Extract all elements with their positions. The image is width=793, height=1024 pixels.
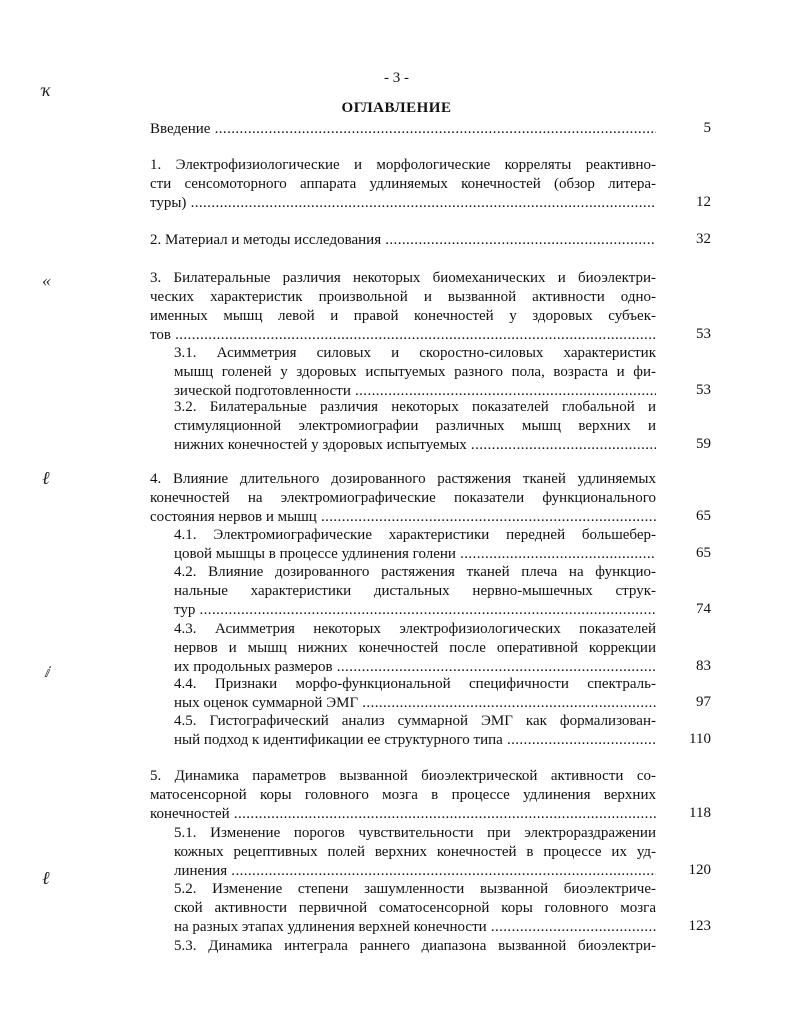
toc-entry-line: матосенсорной коры головного мозга в процессе удлинения верхних [150,787,656,803]
toc-entry [150,269,656,345]
toc-page-number: 59 [696,436,711,452]
toc-entry-line: нервов и мышц нижних конечностей после оперативной коррекции [174,640,656,656]
toc-entry-line: цовой мышцы в процессе удлинения голени ..... [174,545,656,564]
toc-entry [150,470,656,527]
toc-entry-line: нижних конечностей у здоровых испытуемых ..... [174,436,656,455]
toc-entry-line: именных мышц левой и правой конечностей у здоровых субъек- [150,308,656,324]
toc-entry-line: зической подготовленности ..... [174,382,656,401]
toc-entry [174,620,656,677]
toc-entry-line: на разных этапах удлинения верхней конечности ..... [174,918,656,937]
toc-entry [174,398,656,455]
margin-mark: « [42,270,51,290]
toc-entry-line: ный подход к идентификации ее структурного типа ..... [174,731,656,750]
toc-entry-line: 4.5. Гистографический анализ суммарной ЭМГ как формализован- [174,713,656,729]
toc-entry-line: 4.1. Электромиографические характеристики передней большебер- [174,527,656,543]
toc-page-number: 120 [688,862,711,878]
toc-entry-line: 4.2. Влияние дозированного растяжения тканей плеча на функцио- [174,564,656,580]
toc-entry [150,120,656,139]
toc-page-number: 74 [696,601,711,617]
toc-page-number: 83 [696,658,711,674]
toc-entry-line: стимуляционной электромиографии различных мышц верхних и [174,418,656,434]
toc-entry-line: 3. Билатеральные различия некоторых биомеханических и биоэлектри- [150,270,656,286]
toc-page-number: 97 [696,694,711,710]
margin-mark: ℓ [42,868,50,888]
toc-entry-line: 5.2. Изменение степени зашумленности вызванной биоэлектриче- [174,881,656,897]
toc-entry [174,563,656,620]
toc-entry [150,231,656,250]
toc-entry-line: их продольных размеров ..... [174,658,656,677]
toc-page-number: 123 [688,918,711,934]
toc-page-number: 53 [696,326,711,342]
toc-page-number: 53 [696,382,711,398]
toc-entry [174,344,656,401]
toc-entry [150,767,656,824]
toc-entry [174,880,656,937]
toc-entry-line: 5. Динамика параметров вызванной биоэлектрической активности со- [150,768,656,784]
toc-entry-line: линения ..... [174,862,656,881]
toc-entry-line: 5.1. Изменение порогов чувствительности при электрораздражении [174,825,656,841]
toc-entry-line: состояния нервов и мышц ..... [150,508,656,527]
toc-entry-line: сти сенсомоторного аппарата удлиняемых конечностей (обзор литера- [150,176,656,192]
toc-entry-line: 1. Электрофизиологические и морфологические корреляты реактивно- [150,157,656,173]
toc-entry-line: конечностей ..... [150,805,656,824]
toc-entry-line: 4. Влияние длительного дозированного растяжения тканей удлиняемых [150,471,656,487]
toc-entry-line: 4.4. Признаки морфо-функциональной специфичности спектраль- [174,676,656,692]
toc-entry-line: кожных рецептивных полей верхних конечностей в процессе их уд- [174,844,656,860]
margin-mark: ҡ [42,80,52,100]
toc-entry-line: туры) ..... [150,194,656,213]
toc-entry-line: тов ..... [150,326,656,345]
toc-entry [174,675,656,713]
toc-entry [174,937,656,956]
toc-entry-line: 5.3. Динамика интеграла раннего диапазона вызванной биоэлектри- [174,938,656,954]
margin-mark: ⅈ [44,666,49,681]
toc-title: ОГЛАВЛЕНИЕ [341,100,452,116]
toc-entry [174,526,656,564]
margin-mark: ℓ [42,468,50,488]
toc-entry-line: конечностей на электромиографические показатели функционального [150,490,656,506]
toc-entry-line: мышц голеней у здоровых испытуемых разного пола, возраста и фи- [174,364,656,380]
toc-entry-line: ской активности первичной соматосенсорной коры головного мозга [174,900,656,916]
toc-page-number: 12 [696,194,711,210]
toc-entry [174,712,656,750]
toc-entry-line: нальные характеристики дистальных нервно-мышечных струк- [174,583,656,599]
toc-page-number: 110 [689,731,711,747]
page-number: - 3 - [384,70,409,86]
toc-page-number: 65 [696,545,711,561]
toc-entry-line: 3.1. Асимметрия силовых и скоростно-силовых характеристик [174,345,656,361]
toc-entry-line: ческих характеристик произвольной и вызванной активности одно- [150,289,656,305]
toc-entry-line: 4.3. Асимметрия некоторых электрофизиологических показателей [174,621,656,637]
toc-entry [174,824,656,881]
toc-entry-line: тур ..... [174,601,656,620]
toc-entry-line: 3.2. Билатеральные различия некоторых показателей глобальной и [174,399,656,415]
toc-page-number: 118 [689,805,711,821]
toc-page-number: 65 [696,508,711,524]
toc-entry-line: ных оценок суммарной ЭМГ ..... [174,694,656,713]
toc-entry-line: Введение ..... [150,120,656,139]
toc-page-number: 5 [703,120,711,136]
toc-entry [150,156,656,213]
toc-page-number: 32 [696,231,711,247]
toc-entry-line: 2. Материал и методы исследования ..... [150,231,656,250]
